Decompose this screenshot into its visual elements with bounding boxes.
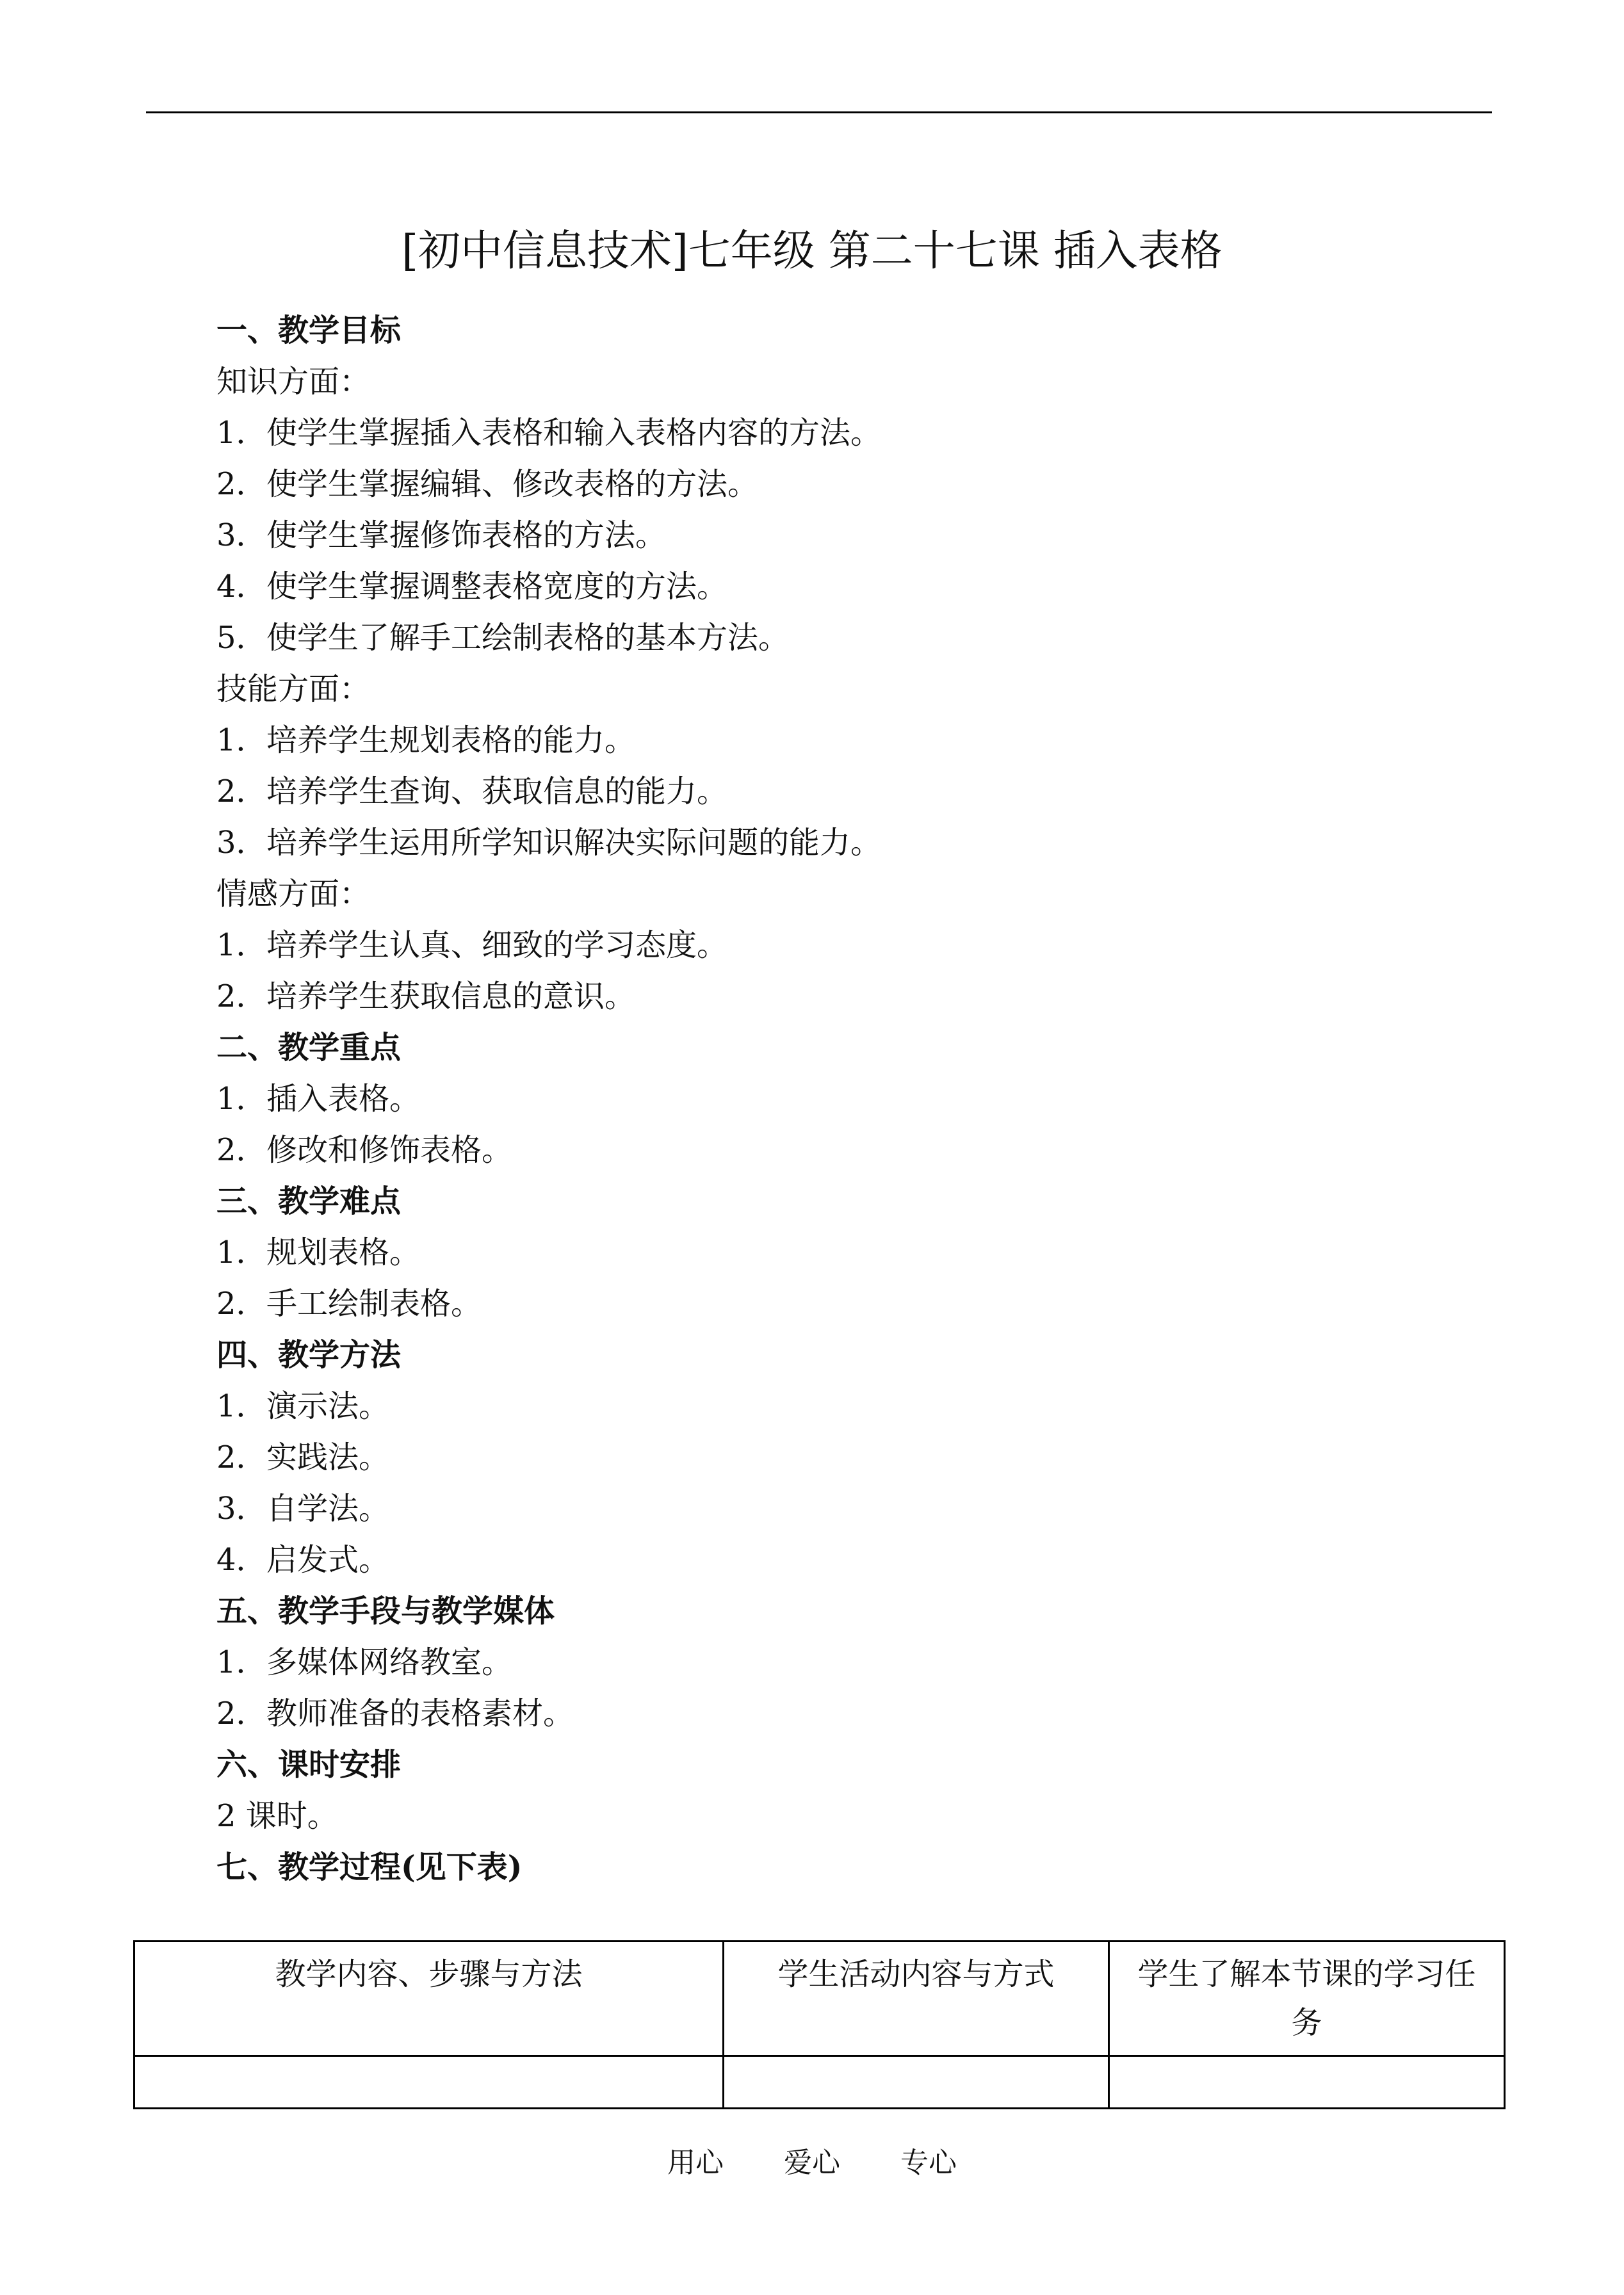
list-item — [216, 1278, 1497, 1329]
list-item — [216, 766, 1497, 817]
list-item-number: 2． — [216, 1286, 267, 1322]
list-item — [216, 407, 1497, 458]
table-cell — [134, 2056, 724, 2109]
list-item-number: 2． — [216, 1696, 267, 1731]
list-item-number: 4． — [216, 1542, 267, 1578]
list-item-text: 培养学生规划表格的能力。 — [266, 722, 636, 758]
list-item-text: 启发式。 — [266, 1542, 390, 1578]
list-item-text: 使学生掌握修饰表格的方法。 — [266, 517, 667, 553]
list-item-text: 手工绘制表格。 — [266, 1286, 482, 1322]
list-item-number: 1． — [216, 415, 267, 451]
footer-text: 爱心 — [784, 2146, 840, 2179]
list-item-text: 修改和修饰表格。 — [266, 1132, 513, 1168]
list-item-text: 实践法。 — [266, 1439, 390, 1475]
list-item — [216, 612, 1497, 663]
table-header-cell: 学生活动内容与方式 — [724, 1942, 1109, 2056]
list-item-text: 使学生了解手工绘制表格的基本方法。 — [266, 620, 790, 656]
list-item-text: 培养学生查询、获取信息的能力。 — [266, 774, 728, 809]
list-item-text: 教师准备的表格素材。 — [266, 1696, 574, 1731]
list-item-text: 规划表格。 — [266, 1235, 421, 1270]
list-item-number: 1． — [216, 1388, 267, 1424]
table-header-row — [134, 1942, 1505, 2056]
list-item-number: 2． — [216, 1132, 267, 1168]
list-item-number: 1． — [216, 1644, 267, 1680]
list-item-number: 4． — [216, 569, 267, 604]
list-item — [216, 1432, 1497, 1483]
list-item — [216, 817, 1497, 868]
section-heading: 七、教学过程(见下表) — [216, 1849, 523, 1885]
section-heading: 一、教学目标 — [216, 312, 402, 348]
subsection-label: 2 课时。 — [216, 1798, 338, 1834]
list-item-number: 2． — [216, 774, 267, 809]
table-cell — [724, 2056, 1109, 2109]
list-item — [216, 1534, 1497, 1585]
list-item-text: 使学生掌握插入表格和输入表格内容的方法。 — [266, 415, 882, 451]
list-item — [216, 1483, 1497, 1534]
list-item-text: 培养学生认真、细致的学习态度。 — [266, 927, 728, 963]
list-item-number: 3． — [216, 825, 267, 861]
list-item — [216, 971, 1497, 1022]
section-heading: 三、教学难点 — [216, 1183, 402, 1219]
section-heading: 二、教学重点 — [216, 1030, 402, 1066]
page-footer — [0, 2144, 1624, 2182]
list-item-number: 2． — [216, 1439, 267, 1475]
section-heading: 四、教学方法 — [216, 1337, 402, 1373]
list-item — [216, 1381, 1497, 1432]
table-header-cell: 教学内容、步骤与方法 — [134, 1942, 724, 2056]
table-row — [134, 2056, 1505, 2109]
list-item — [216, 1227, 1497, 1278]
list-item — [216, 1688, 1497, 1739]
list-item — [216, 1073, 1497, 1124]
list-item-text: 自学法。 — [266, 1491, 390, 1527]
list-item-text: 使学生掌握编辑、修改表格的方法。 — [266, 466, 759, 502]
list-item-text: 演示法。 — [266, 1388, 390, 1424]
list-item — [216, 510, 1497, 561]
list-item-number: 3． — [216, 1491, 267, 1527]
header-rule — [146, 111, 1492, 113]
table-header-cell: 学生了解本节课的学习任务 — [1109, 1942, 1505, 2056]
list-item — [216, 561, 1497, 612]
document-title: [初中信息技术]七年级 第二十七课 插入表格 — [402, 226, 1222, 275]
list-item-number: 1． — [216, 722, 267, 758]
section-heading: 六、课时安排 — [216, 1747, 402, 1783]
footer-text: 用心 — [667, 2146, 724, 2179]
list-item-number: 2． — [216, 466, 267, 502]
list-item — [216, 1637, 1497, 1688]
list-item-number: 1． — [216, 927, 267, 963]
list-item-number: 1． — [216, 1235, 267, 1270]
list-item-number: 2． — [216, 978, 267, 1014]
document-body — [216, 305, 1497, 1893]
subsection-label: 技能方面： — [216, 671, 371, 707]
list-item-text: 插入表格。 — [266, 1081, 421, 1117]
list-item-text: 使学生掌握调整表格宽度的方法。 — [266, 569, 728, 604]
list-item-number: 3． — [216, 517, 267, 553]
footer-text: 专心 — [900, 2146, 957, 2179]
list-item-number: 5． — [216, 620, 267, 656]
table-cell — [1109, 2056, 1505, 2109]
subsection-label: 知识方面： — [216, 364, 371, 400]
list-item — [216, 458, 1497, 510]
list-item-text: 多媒体网络教室。 — [266, 1644, 513, 1680]
list-item-text: 培养学生获取信息的意识。 — [266, 978, 636, 1014]
list-item — [216, 1124, 1497, 1176]
list-item — [216, 715, 1497, 766]
subsection-label: 情感方面： — [216, 876, 371, 912]
list-item-number: 1． — [216, 1081, 267, 1117]
teaching-process-table — [133, 1940, 1506, 2109]
list-item-text: 培养学生运用所学知识解决实际问题的能力。 — [266, 825, 882, 861]
section-heading: 五、教学手段与教学媒体 — [216, 1593, 555, 1629]
list-item — [216, 920, 1497, 971]
